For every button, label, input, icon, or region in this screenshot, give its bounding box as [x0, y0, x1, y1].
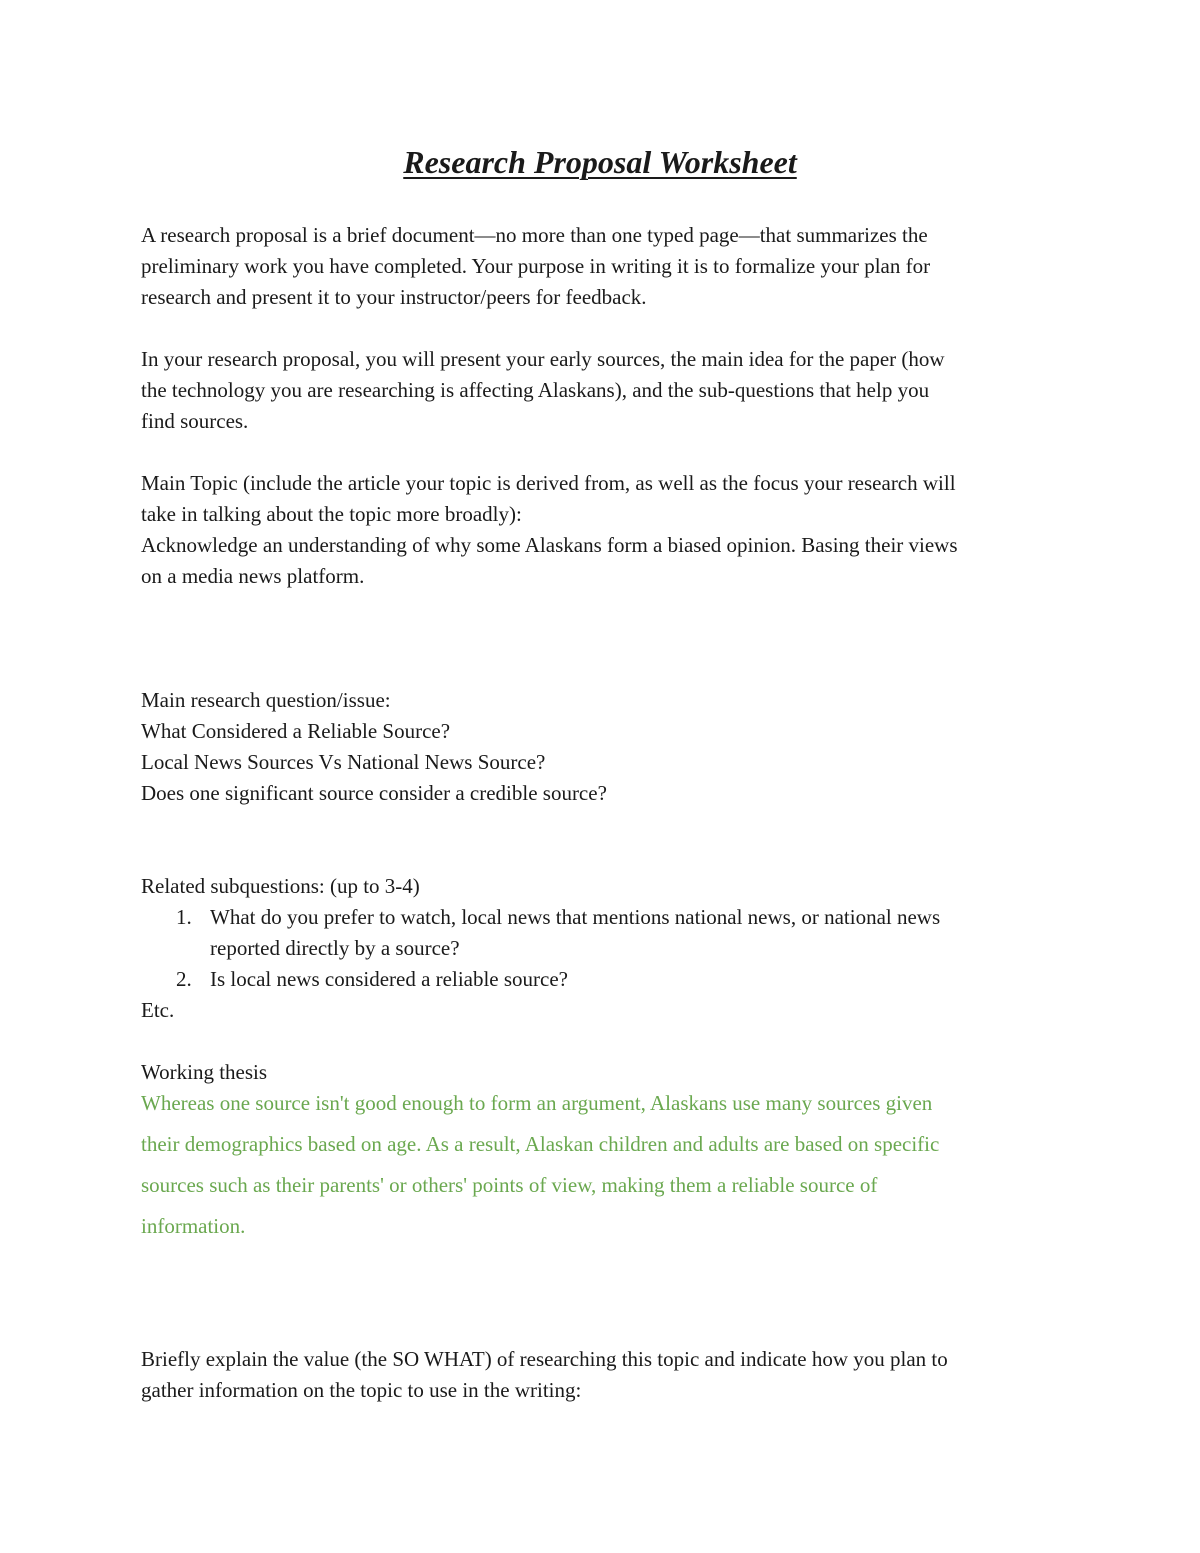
main-question-answer: What Considered a Reliable Source? — [141, 719, 451, 743]
proposal-line: find sources. — [141, 409, 249, 433]
main-question-answer: Local News Sources Vs National News Source? — [141, 750, 546, 774]
thesis-line: their demographics based on age. As a result, Alaskan children and adults are based on specific — [141, 1132, 940, 1156]
intro-line: A research proposal is a brief document—no more than one typed page—that summarizes the — [141, 223, 928, 247]
list-item-text: What do you prefer to watch, local news that mentions national news, or national news — [210, 905, 941, 929]
list-item — [141, 902, 1071, 964]
main-topic-section — [141, 468, 1071, 592]
thesis-line: sources such as their parents' or others' points of view, making them a reliable source of — [141, 1173, 878, 1197]
main-topic-label: Main Topic (include the article your topic is derived from, as well as the focus your research will — [141, 471, 956, 495]
proposal-line: the technology you are researching is affecting Alaskans), and the sub-questions that help you — [141, 378, 930, 402]
subquestions-heading: Related subquestions: (up to 3-4) — [141, 874, 420, 898]
page-title: Research Proposal Worksheet — [403, 144, 797, 180]
main-topic-answer: Acknowledge an understanding of why some Alaskans form a biased opinion. Basing their views — [141, 533, 958, 557]
main-question-label: Main research question/issue: — [141, 688, 391, 712]
list-number: 1. — [176, 905, 192, 929]
list-item — [141, 964, 1071, 995]
list-item-text: Is local news considered a reliable source? — [210, 967, 569, 991]
intro-line: preliminary work you have completed. Your purpose in writing it is to formalize your plan for — [141, 254, 931, 278]
subquestions-list — [141, 902, 1071, 995]
so-what-line: Briefly explain the value (the SO WHAT) of researching this topic and indicate how you plan to — [141, 1347, 948, 1371]
so-what-line: gather information on the topic to use in the writing: — [141, 1378, 582, 1402]
proposal-paragraph — [141, 344, 1071, 437]
main-question-answer: Does one significant source consider a credible source? — [141, 781, 607, 805]
thesis-text — [141, 1083, 1071, 1247]
thesis-heading: Working thesis — [141, 1060, 268, 1084]
thesis-line: information. — [141, 1214, 246, 1238]
main-question-section — [141, 685, 1071, 809]
list-item-text: reported directly by a source? — [210, 936, 460, 960]
so-what-section — [141, 1344, 1071, 1406]
proposal-line: In your research proposal, you will present your early sources, the main idea for the paper (how — [141, 347, 945, 371]
subquestions-etc: Etc. — [141, 998, 175, 1022]
list-number: 2. — [176, 967, 192, 991]
main-topic-label: take in talking about the topic more broadly): — [141, 502, 522, 526]
intro-line: research and present it to your instructor/peers for feedback. — [141, 285, 647, 309]
intro-paragraph — [141, 220, 1071, 313]
thesis-line: Whereas one source isn't good enough to form an argument, Alaskans use many sources given — [141, 1091, 933, 1115]
main-topic-answer: on a media news platform. — [141, 564, 365, 588]
